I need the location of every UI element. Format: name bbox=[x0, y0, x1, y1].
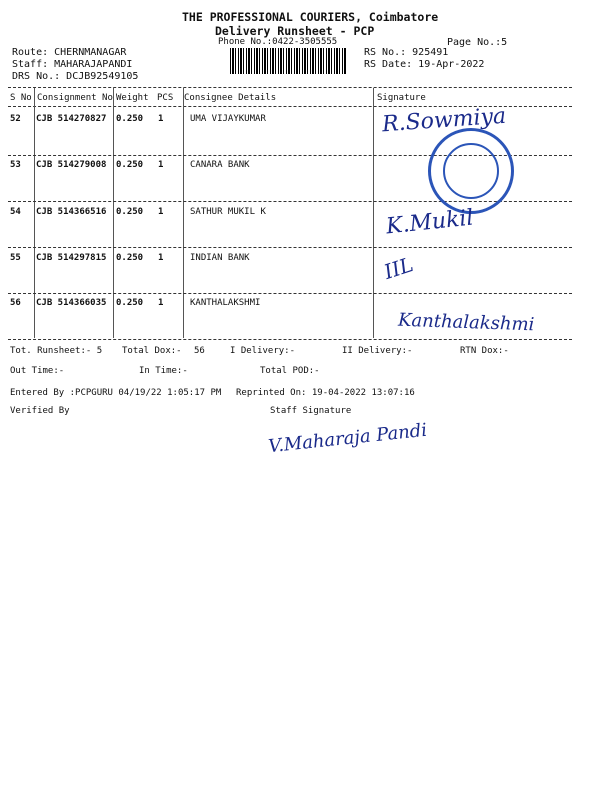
total-dox-value: 56 bbox=[194, 346, 205, 356]
col-consignment: Consignment No bbox=[37, 93, 113, 103]
col-weight: Weight bbox=[116, 93, 149, 103]
ii-delivery: II Delivery:- bbox=[342, 346, 413, 356]
total-dox-label: Total Dox:- bbox=[122, 346, 182, 356]
total-runsheet: Tot. Runsheet:- 5 bbox=[10, 346, 103, 356]
rs-number: RS No.: 925491 bbox=[364, 47, 449, 58]
row-sno: 55 bbox=[10, 253, 21, 263]
rtn-dox: RTN Dox:- bbox=[460, 346, 509, 356]
staff-signature: V.Maharaja Pandi bbox=[267, 419, 429, 458]
signature-row-55: IIL bbox=[381, 252, 417, 284]
staff: Staff: MAHARAJAPANDI bbox=[12, 59, 133, 70]
row-consignment: CJB 514279008 bbox=[36, 160, 107, 170]
col-consignee: Consignee Details bbox=[184, 93, 277, 103]
row-consignment: CJB 514366035 bbox=[36, 298, 107, 308]
col-divider bbox=[34, 88, 35, 338]
row-pcs: 1 bbox=[158, 114, 164, 124]
route: Route: CHERNMANAGAR bbox=[12, 47, 127, 58]
rs-date: RS Date: 19-Apr-2022 bbox=[364, 59, 485, 70]
signature-row-54: K.Mukil bbox=[384, 205, 475, 240]
row-weight: 0.250 bbox=[116, 114, 144, 124]
signature-row-56: Kanthalakshmi bbox=[397, 309, 535, 336]
col-signature: Signature bbox=[377, 93, 426, 103]
row-sno: 53 bbox=[10, 160, 21, 170]
col-sno: S No bbox=[10, 93, 32, 103]
bank-stamp-icon bbox=[428, 128, 514, 214]
row-pcs: 1 bbox=[158, 298, 164, 308]
row-consignment: CJB 514297815 bbox=[36, 253, 107, 263]
row-sno: 54 bbox=[10, 207, 21, 217]
row-weight: 0.250 bbox=[116, 207, 144, 217]
row-consignee: UMA VIJAYKUMAR bbox=[190, 114, 266, 124]
row-consignee: INDIAN BANK bbox=[190, 253, 250, 263]
verified-by: Verified By bbox=[10, 406, 70, 416]
row-consignment: CJB 514270827 bbox=[36, 114, 107, 124]
row-consignee: CANARA BANK bbox=[190, 160, 250, 170]
row-rule bbox=[8, 247, 572, 248]
signature-row-52: R.Sowmiya bbox=[381, 103, 507, 138]
row-pcs: 1 bbox=[158, 253, 164, 263]
page-number: Page No.:5 bbox=[447, 37, 508, 48]
i-delivery: I Delivery:- bbox=[230, 346, 296, 356]
row-rule bbox=[8, 293, 572, 294]
table-bottom-rule bbox=[8, 339, 572, 340]
in-time: In Time:- bbox=[139, 366, 188, 376]
document-subtitle: Delivery Runsheet - PCP bbox=[215, 24, 375, 38]
row-consignee: SATHUR MUKIL K bbox=[190, 207, 266, 217]
phone-number: Phone No.:0422-3505555 bbox=[218, 37, 338, 47]
row-sno: 56 bbox=[10, 298, 21, 308]
row-consignee: KANTHALAKSHMI bbox=[190, 298, 261, 308]
row-sno: 52 bbox=[10, 114, 21, 124]
drs-number: DRS No.: DCJB92549105 bbox=[12, 71, 139, 82]
col-divider bbox=[183, 88, 184, 338]
barcode bbox=[230, 48, 346, 74]
total-pod: Total POD:- bbox=[260, 366, 320, 376]
col-divider bbox=[373, 88, 374, 338]
row-weight: 0.250 bbox=[116, 298, 144, 308]
out-time: Out Time:- bbox=[10, 366, 65, 376]
col-pcs: PCS bbox=[157, 93, 174, 103]
table-top-rule bbox=[8, 87, 572, 88]
row-weight: 0.250 bbox=[116, 253, 144, 263]
row-weight: 0.250 bbox=[116, 160, 144, 170]
row-pcs: 1 bbox=[158, 207, 164, 217]
row-pcs: 1 bbox=[158, 160, 164, 170]
reprinted-on: Reprinted On: 19-04-2022 13:07:16 bbox=[236, 388, 415, 398]
row-consignment: CJB 514366516 bbox=[36, 207, 107, 217]
staff-signature-label: Staff Signature bbox=[270, 406, 352, 416]
col-divider bbox=[113, 88, 114, 338]
entered-by: Entered By :PCPGURU 04/19/22 1:05:17 PM bbox=[10, 388, 222, 398]
company-title: THE PROFESSIONAL COURIERS, Coimbatore bbox=[182, 10, 439, 24]
